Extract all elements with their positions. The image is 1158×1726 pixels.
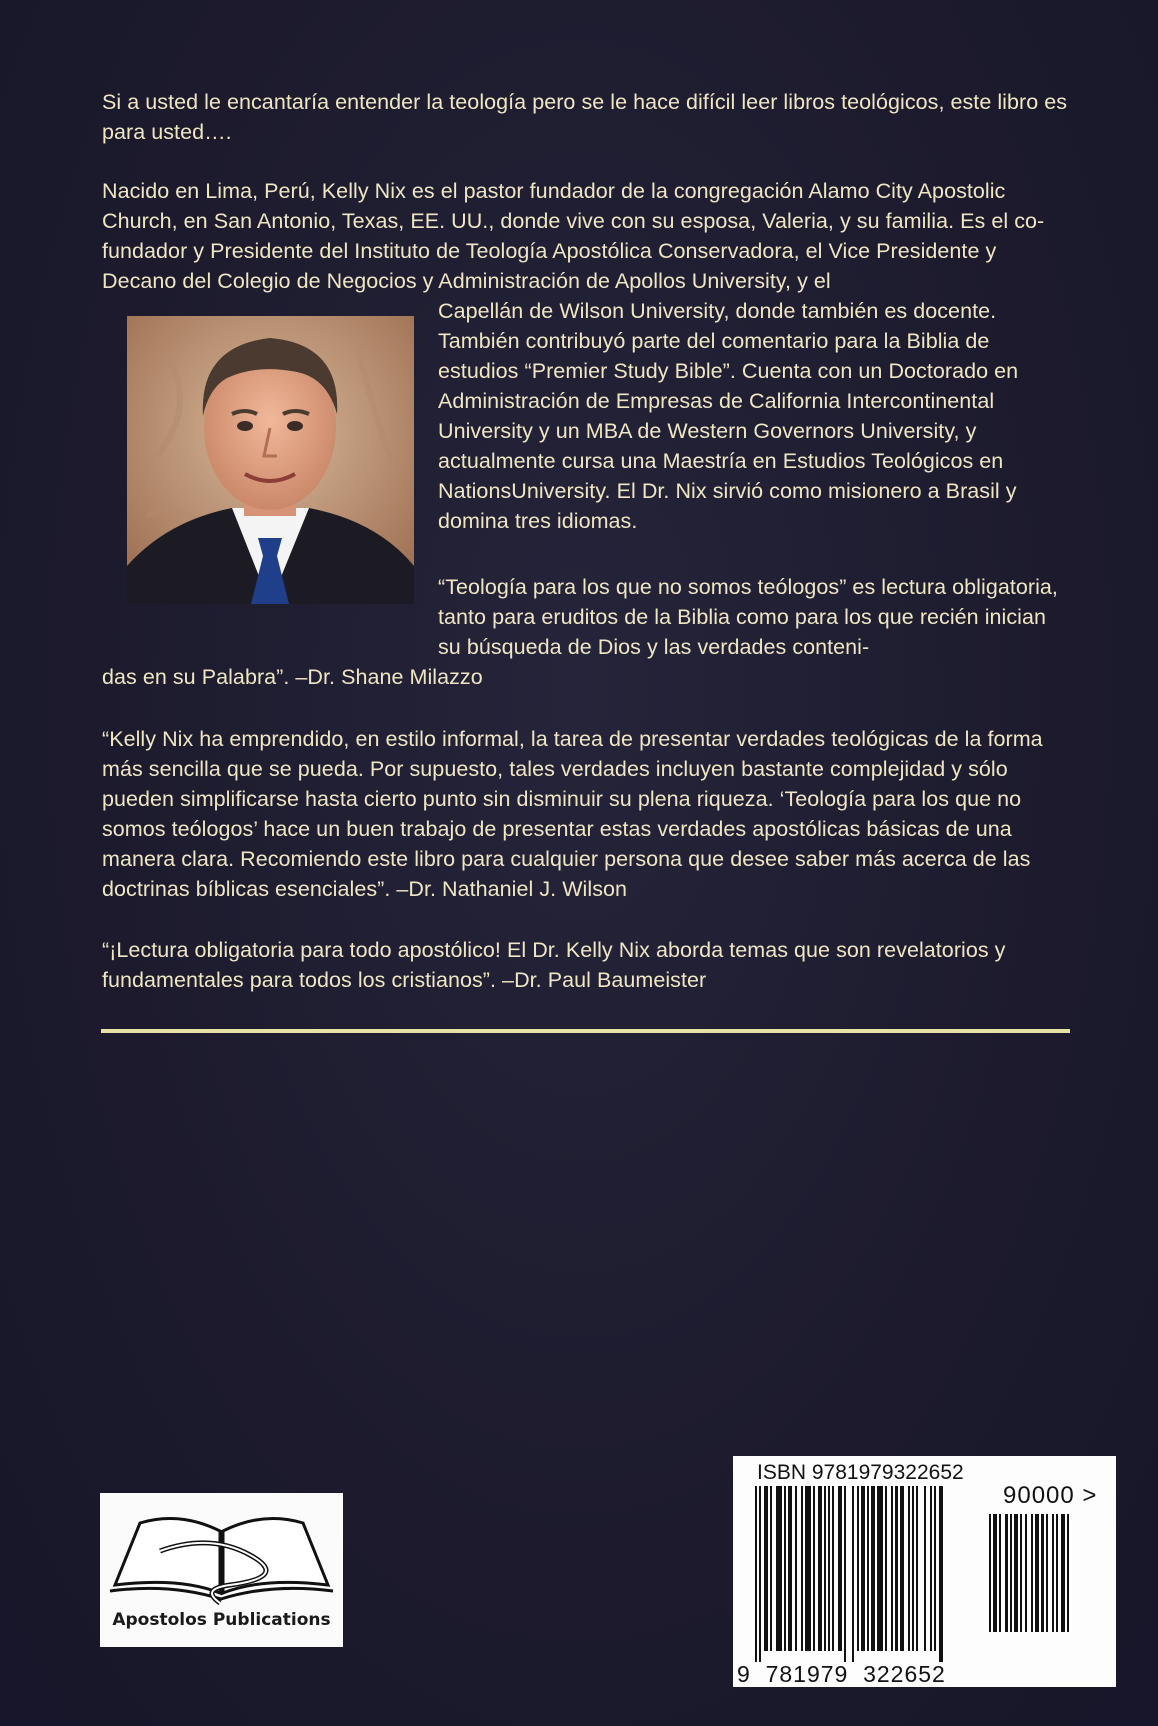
isbn-label: ISBN 9781979322652	[757, 1461, 964, 1484]
author-bio-top: Nacido en Lima, Perú, Kelly Nix es el pastor fundador de la congregación Alamo City Apostolic Church, en San Antonio, Texas, EE. UU., donde vive con su esposa, Valeria, y su familia. Es el co-fundador y Presidente del Instituto de Teología Apostólica Conservadora, el Vice Presidente y Decano del Colegio de Negocios y Administración de Apollos University, y el	[102, 179, 1045, 293]
endorsement-milazzo-side: “Teología para los que no somos teólogos” es lectura obligatoria, tanto para eruditos de la Biblia como para los que recién inician su búsqueda de Dios y las verdades conteni-	[438, 575, 1058, 659]
open-book-icon	[100, 1493, 343, 1613]
price-code: 90000 >	[1003, 1482, 1098, 1509]
isbn-barcode	[733, 1456, 1116, 1687]
divider-line	[101, 1029, 1070, 1033]
author-photo	[127, 316, 414, 604]
barcode-bars	[755, 1486, 981, 1662]
endorsement-milazzo-tail: das en su Palabra”. –Dr. Shane Milazzo	[102, 665, 483, 689]
endorsement-wilson: “Kelly Nix ha emprendido, en estilo informal, la tarea de presentar verdades teológicas de la forma más sencilla que se pueda. Por supuesto, tales verdades incluyen bastante complejidad y sólo pueden simplificarse hasta cierto punto sin disminuir su plena riqueza. ‘Teología para los que no somos teólogos’ hace un buen trabajo de presentar estas verdades apostólicas básicas de una manera clara. Recomiendo este libro para cualquier persona que desee saber más acerca de las doctrinas bíblicas esenciales”. –Dr. Nathaniel J. Wilson	[102, 727, 1043, 901]
author-bio-side: Capellán de Wilson University, donde también es docente. También contribuyó parte del comentario para la Biblia de estudios “Premier Study Bible”. Cuenta con un Doctorado en Administración de Empresas de California Intercontinental University y un MBA de Western Governors University, y actualmente cursa una Maestría en Estudios Teológicos en NationsUniversity. El Dr. Nix sirvió como misionero a Brasil y domina tres idiomas.	[438, 299, 1019, 533]
endorsement-baumeister: “¡Lectura obligatoria para todo apostólico! El Dr. Kelly Nix aborda temas que son revelatorios y fundamentales para todos los cristianos”. –Dr. Paul Baumeister	[102, 938, 1006, 992]
addon-barcode-bars	[989, 1514, 1109, 1632]
barcode-digits: 9 781979 322652	[737, 1661, 946, 1687]
intro-paragraph: Si a usted le encantaría entender la teología pero se le hace difícil leer libros teológicos, este libro es para usted….	[102, 90, 1068, 144]
publisher-logo	[100, 1493, 343, 1647]
publisher-name: Apostolos Publications	[112, 1610, 331, 1630]
